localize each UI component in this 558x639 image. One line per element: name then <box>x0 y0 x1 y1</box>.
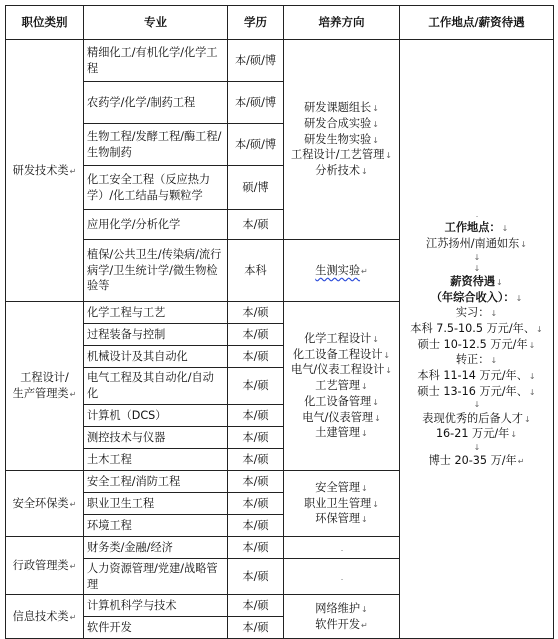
direction-bio: 生测实验↵ <box>284 240 400 302</box>
degree-cell: 本/硕 <box>228 324 284 346</box>
header-row <box>6 6 554 40</box>
degree-cell: 本/硕 <box>228 368 284 405</box>
degree-cell: 本/硕/博 <box>228 40 284 82</box>
major-cell: 环境工程 <box>84 515 228 537</box>
degree-cell: 本/硕 <box>228 515 284 537</box>
degree-cell: 本/硕 <box>228 346 284 368</box>
degree-cell: 本/硕/博 <box>228 124 284 166</box>
degree-cell: 本/硕 <box>228 617 284 639</box>
major-cell: 植保/公共卫生/传染病/流行病学/卫生统计学/微生物检验等 <box>84 240 228 302</box>
degree-cell: 本/硕/博 <box>228 82 284 124</box>
direction-admin-empty: . <box>284 537 400 559</box>
major-cell: 软件开发 <box>84 617 228 639</box>
major-cell: 人力资源管理/党建/战略管理 <box>84 559 228 595</box>
degree-cell: 本/硕 <box>228 493 284 515</box>
major-cell: 计算机（DCS） <box>84 405 228 427</box>
major-cell: 生物工程/发酵工程/酶工程/生物制药 <box>84 124 228 166</box>
header-category: 职位类别 <box>6 6 84 40</box>
major-cell: 土木工程 <box>84 449 228 471</box>
category-safety: 安全环保类↵ <box>6 471 84 537</box>
major-cell: 计算机科学与技术 <box>84 595 228 617</box>
degree-cell: 本/硕 <box>228 537 284 559</box>
degree-cell: 本/硕 <box>228 427 284 449</box>
category-it: 信息技术类↵ <box>6 595 84 639</box>
major-cell: 化学工程与工艺 <box>84 302 228 324</box>
major-cell: 财务类/金融/经济 <box>84 537 228 559</box>
direction-it: 网络维护↓ 软件开发↵ <box>284 595 400 639</box>
direction-admin-empty: . <box>284 559 400 595</box>
major-cell: 测控技术与仪器 <box>84 427 228 449</box>
major-cell: 应用化学/分析化学 <box>84 210 228 240</box>
category-admin: 行政管理类↵ <box>6 537 84 595</box>
degree-cell: 本/硕 <box>228 471 284 493</box>
major-cell: 安全工程/消防工程 <box>84 471 228 493</box>
major-cell: 化工安全工程（反应热力学）/化工结晶与颗粒学 <box>84 166 228 210</box>
header-degree: 学历 <box>228 6 284 40</box>
table-row <box>6 40 554 82</box>
major-cell: 机械设计及其自动化 <box>84 346 228 368</box>
direction-research: 研发课题组长↓ 研发合成实验↓ 研发生物实验↓ 工程设计/工艺管理↓ 分析技术↓ <box>284 40 400 240</box>
degree-cell: 本/硕 <box>228 595 284 617</box>
degree-cell: 本/硕 <box>228 302 284 324</box>
major-cell: 电气工程及其自动化/自动化 <box>84 368 228 405</box>
major-cell: 过程装备与控制 <box>84 324 228 346</box>
direction-safety: 安全管理↓ 职业卫生管理↓ 环保管理↓ <box>284 471 400 537</box>
degree-cell: 本/硕 <box>228 405 284 427</box>
degree-cell: 本/硕 <box>228 210 284 240</box>
location-salary-cell: . 工作地点：↓ 江苏扬州/南通如东↓ ↓ ↓ 薪资待遇↓ （年综合收入）：↓ 实习：↓ 本科 7.5-10.5 万元/年、↓ 硕士 10-12.5 万元/年↓ 转正：↓ 本科 11-14 万元/年、↓ 硕士 13-16 万元/年、↓ ↓ 表现优秀的后备人才↓ 16-21 万元/年↓ ↓ 博士 20-35 万/年↵ <box>400 40 554 639</box>
degree-cell: 硕/博 <box>228 166 284 210</box>
header-location-salary: 工作地点/薪资待遇 <box>400 6 554 40</box>
major-cell: 精细化工/有机化学/化学工程 <box>84 40 228 82</box>
category-research: 研发技术类↵ <box>6 40 84 302</box>
header-direction: 培养方向 <box>284 6 400 40</box>
header-major: 专业 <box>84 6 228 40</box>
recruitment-table <box>5 5 554 639</box>
major-cell: 职业卫生工程 <box>84 493 228 515</box>
degree-cell: 本/硕 <box>228 559 284 595</box>
degree-cell: 本/硕 <box>228 449 284 471</box>
major-cell: 农药学/化学/制药工程 <box>84 82 228 124</box>
degree-cell: 本科 <box>228 240 284 302</box>
category-engineering: 工程设计/ 生产管理类↵ <box>6 302 84 471</box>
direction-engineering: 化学工程设计↓ 化工设备工程设计↓ 电气/仪表工程设计↓ 工艺管理↓ 化工设备管理↓ 电气/仪表管理↓ 土建管理↓ <box>284 302 400 471</box>
